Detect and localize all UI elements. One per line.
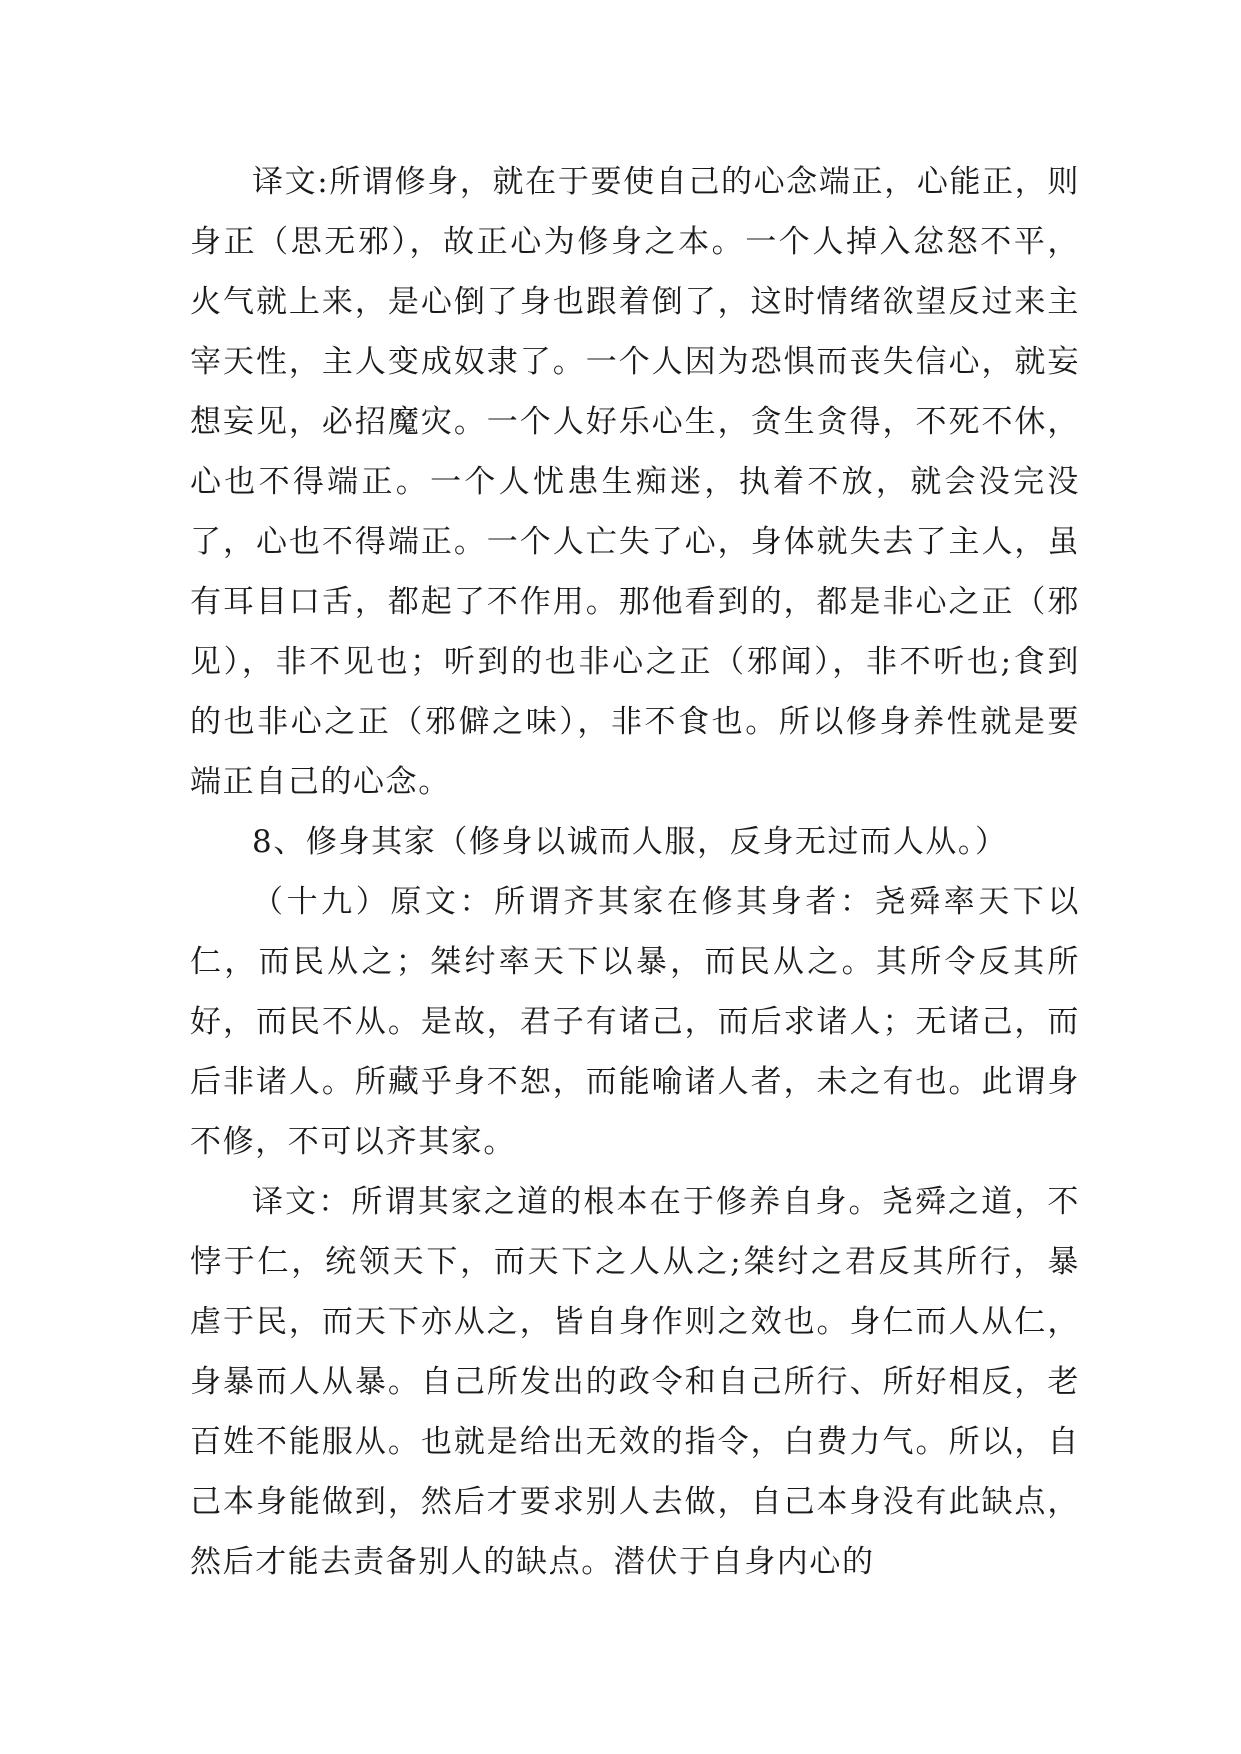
section-heading: 8、修身其家（修身以诚而人服，反身无过而人从。）	[252, 824, 1008, 860]
translation-paragraph-2: 译文：所谓其家之道的根本在于修养自身。尧舜之道，不悖于仁，统领天下，而天下之人从之;桀纣之君反其所行，暴虐于民，而天下亦从之，皆自身作则之效也。身仁而人从仁，身暴而人从暴。自己所发出的政令和自己所行、所好相反，老百姓不能服从。也就是给出无效的指令，白费力气。所以，自己本身能做到，然后才要求别人去做，自己本身没有此缺点，然后才能去责备别人的缺点。潜伏于自身内心的	[190, 1184, 1080, 1580]
original-text-paragraph: （十九）原文：所谓齐其家在修其身者：尧舜率天下以仁，而民从之；桀纣率天下以暴，而民从之。其所令反其所好，而民不从。是故，君子有诸己，而后求诸人；无诸己，而后非诸人。所藏乎身不恕，而能喻诸人者，未之有也。此谓身不修，不可以齐其家。	[190, 884, 1080, 1160]
document-page	[190, 152, 1080, 1592]
translation-paragraph: 译文:所谓修身，就在于要使自己的心念端正，心能正，则身正（思无邪），故正心为修身之本。一个人掉入忿怒不平，火气就上来，是心倒了身也跟着倒了，这时情绪欲望反过来主宰天性，主人变成奴隶了。一个人因为恐惧而丧失信心，就妄想妄见，必招魔灾。一个人好乐心生，贪生贪得，不死不休，心也不得端正。一个人忧患生痴迷，执着不放，就会没完没了，心也不得端正。一个人亡失了心，身体就失去了主人，虽有耳目口舌，都起了不作用。那他看到的，都是非心之正（邪见），非不见也；听到的也非心之正（邪闻），非不听也;食到的也非心之正（邪僻之味），非不食也。所以修身养性就是要端正自己的心念。	[190, 164, 1080, 800]
